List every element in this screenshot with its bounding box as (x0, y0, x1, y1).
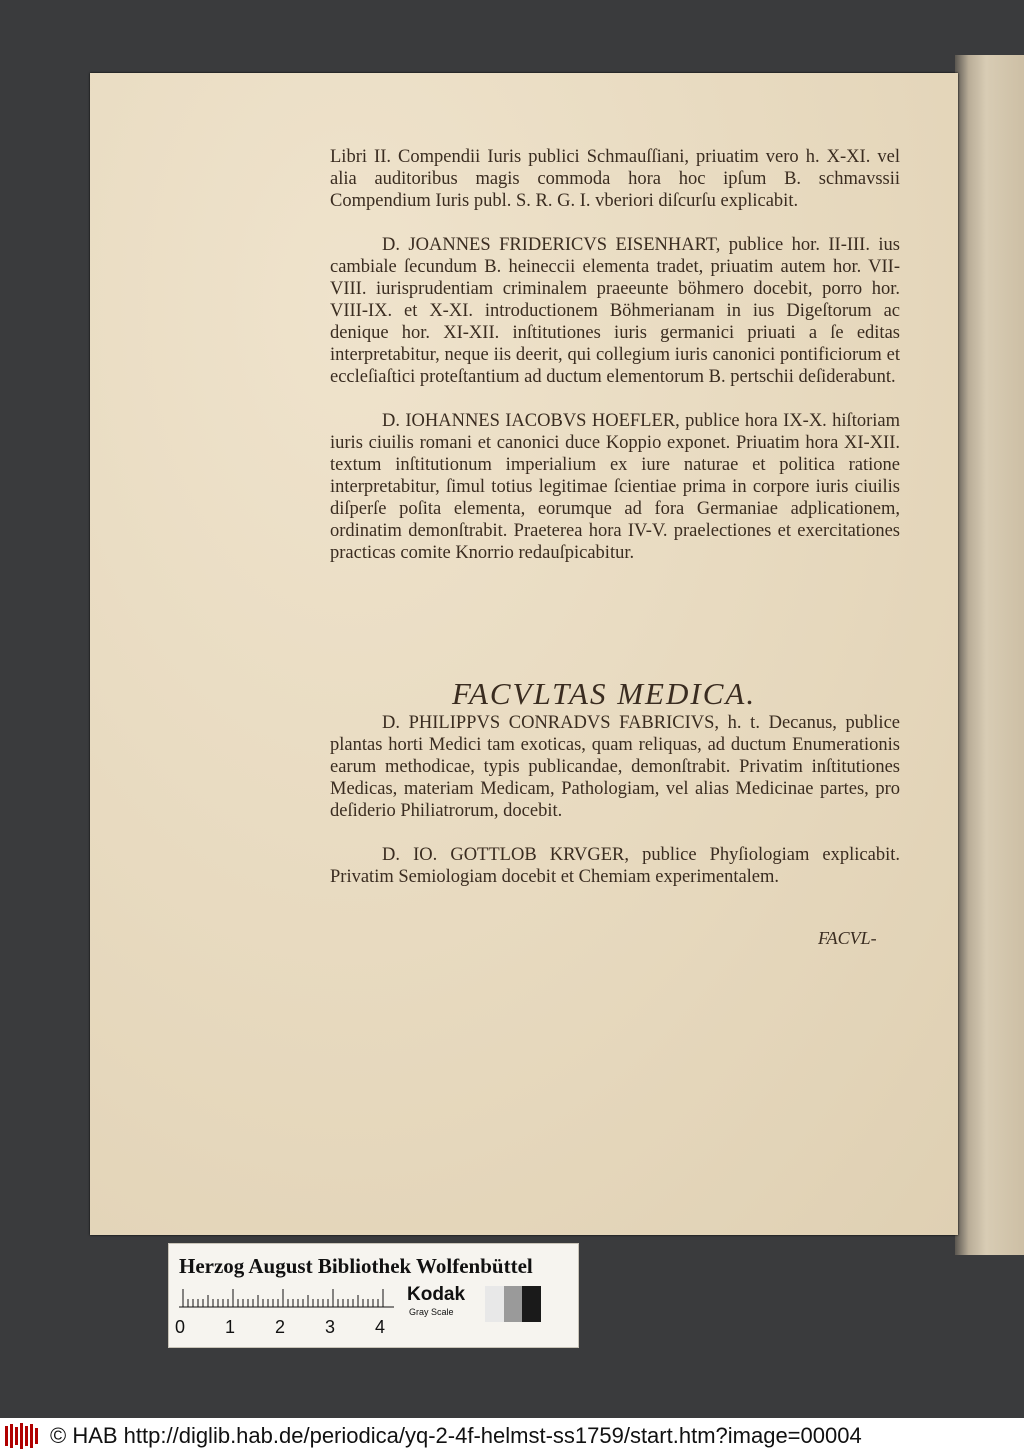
gray-scale-label: Gray Scale (409, 1307, 454, 1317)
ruler-number: 3 (325, 1317, 336, 1337)
gray-scale-swatches (485, 1286, 541, 1322)
footer-bar (0, 1418, 1024, 1454)
ruler-number: 2 (275, 1317, 286, 1337)
paragraph-eisenhart: D. JOANNES FRIDERICVS EISENHART, publice hor. II-III. ius cambiale ſecundum B. heineccii elementa tradet, priuatim autem hor. VII-VIII. iurisprudentiam criminalem praeeunte böhmero docebit, porro hor. VIII-IX. et X-XI. introductionem Böhmerianam in ius Digeſtorum ac denique hor. XI-XII. inſtitutiones iuris germanici priuati a ſe editas interpretabitur, neque iis deerit, qui collegium iuris canonici pontificiorum et eccleſiaſtici proteſtantium ad ductum elementorum B. pertschii deſiderabunt. (330, 235, 900, 387)
swatch-dark (522, 1286, 541, 1322)
library-name: Herzog August Bibliothek Wolfenbüttel (179, 1254, 533, 1278)
text-block-upper (330, 146, 900, 564)
swatch-mid (504, 1286, 523, 1322)
section-heading-facultas-medica: FACVLTAS MEDICA. (452, 676, 757, 711)
text-block-medica (330, 712, 900, 888)
library-color-card (168, 1243, 579, 1348)
paragraph-hoefler: D. IOHANNES IACOBVS HOEFLER, publice hora IX-X. hiſtoriam iuris ciuilis romani et canonici duce Koppio exponet. Priuatim hora XI-XII. textum inſtitutionum imperialium ex iure naturae et politica ratione interpretabitur, ſimul totius legitimae ſcientiae prima in corpore iuris ciuilis diſperſe poſita elementa, eorumque ad fora Germaniae adplicationem, ordinatim demonſtrabit. Praeterea hora IV-V. praelectiones et exercitationes practicas comite Knorrio redauſpicabitur. (330, 411, 900, 563)
swatch-light (485, 1286, 504, 1322)
ruler-number: 0 (175, 1317, 186, 1337)
paragraph-schmauss: Libri II. Compendii Iuris publici Schmauſſiani, priuatim vero h. X-XI. vel alia auditoribus magis commoda hora hoc ipſum B. schmavssii Compendium Iuris publ. S. R. G. I. vberiori diſcurſu explicabit. (330, 147, 900, 211)
ruler-number: 4 (375, 1317, 386, 1337)
book-gutter (955, 55, 1024, 1255)
kodak-logo: Kodak (407, 1284, 466, 1305)
catchword: FACVL- (818, 928, 877, 948)
hab-logo-icon (4, 1422, 44, 1450)
ruler-scale (179, 1288, 394, 1308)
paragraph-kruger: D. IO. GOTTLOB KRVGER, publice Phyſiologiam explicabit. Privatim Semiologiam docebit et Chemiam experimentalem. (330, 845, 900, 887)
footer-url[interactable]: © HAB http://diglib.hab.de/periodica/yq-2-4f-helmst-ss1759/start.htm?image=00004 (50, 1423, 862, 1448)
paragraph-fabricius: D. PHILIPPVS CONRADVS FABRICIVS, h. t. Decanus, publice plantas horti Medici tam exoticas, quam reliquas, ad ductum Enumerationis earum methodicae, typis publicandae, demonſtrabit. Privatim inſtitutiones Medicas, materiam Medicam, Pathologiam, vel alias Medicinae partes, pro deſiderio Philiatrorum, docebit. (330, 713, 900, 821)
ruler-number: 1 (225, 1317, 236, 1337)
